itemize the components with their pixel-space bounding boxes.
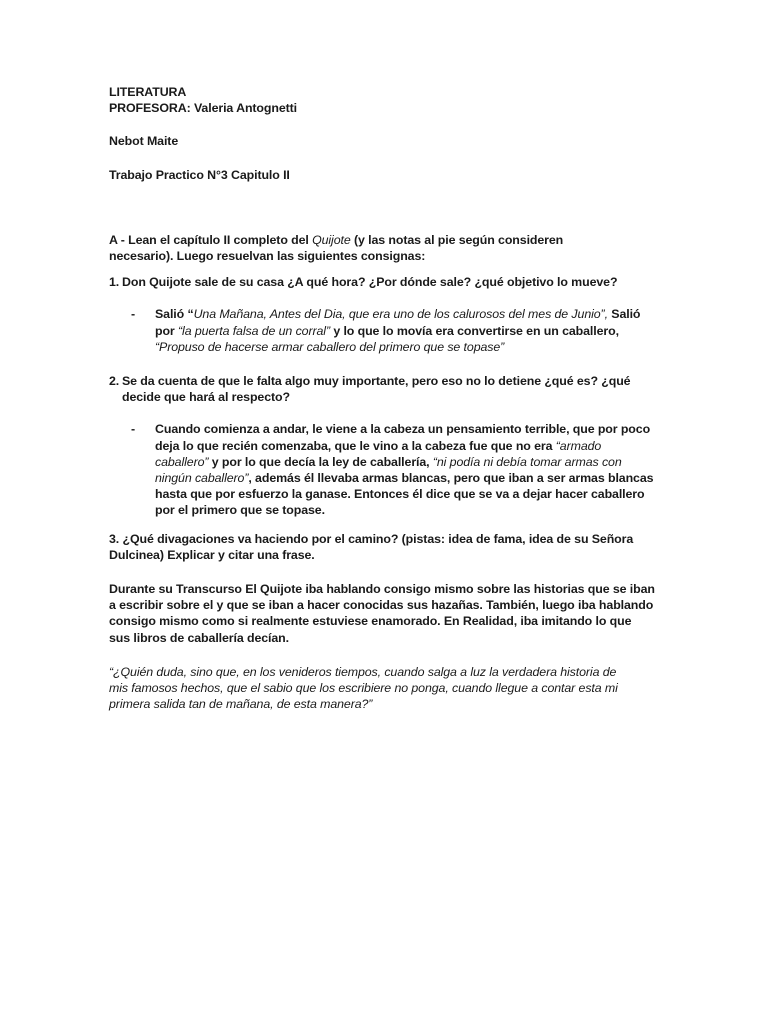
- answer-3-paragraph: [109, 581, 669, 646]
- section-a-book: Quijote: [312, 232, 351, 247]
- answer-2-text: Cuando comienza a andar, le viene a la cabeza un pensamiento terrible, que por poco: [155, 422, 651, 437]
- section-a-line-1: [109, 232, 669, 248]
- question-1: [109, 274, 669, 290]
- question-1-number: 1.: [109, 275, 120, 290]
- question-3-text-line-1: 3. ¿Qué divagaciones va haciendo por el camino? (pistas: idea de fama, idea de su Señora: [109, 531, 634, 546]
- question-2-number: 2.: [109, 374, 120, 389]
- answer-1: [109, 306, 669, 355]
- section-a-rest: (y las notas al pie según consideren: [350, 232, 564, 247]
- answer-1-text: y lo que lo movía era convertirse en un caballero,: [329, 323, 619, 338]
- answer-1-quote: “la puerta falsa de un corral”: [178, 323, 330, 338]
- answer-3-line: a escribir sobre el y que se iban a hacer conocidas sus hazañas. También, luego iba hablando: [109, 598, 654, 613]
- answer-2-text: , además él llevaba armas blancas, pero que iban a ser armas blancas: [248, 471, 654, 486]
- question-1-text: Don Quijote sale de su casa ¿A qué hora? ¿Por dónde sale? ¿qué objetivo lo mueve?: [122, 275, 618, 290]
- section-a-line-2: necesario). Luego resuelvan las siguientes consignas:: [109, 249, 426, 264]
- answer-3-quote: [109, 664, 669, 713]
- answer-3-line: Durante su Transcurso El Quijote iba hablando consigo mismo sobre las historias que se iban: [109, 582, 655, 597]
- answer-2-text: hasta que por esfuerzo la ganase. Entonces él dice que se va a dejar hacer caballero: [155, 487, 645, 502]
- answer-1-quote: “Propuso de hacerse armar caballero del primero que se topase”: [155, 339, 505, 354]
- quote-line: “¿Quién duda, sino que, en los venideros tiempos, cuando salga a luz la verdadera historia de: [109, 664, 617, 679]
- answer-1-text: Salió “: [155, 307, 194, 322]
- subject-heading: LITERATURA: [109, 85, 187, 99]
- student-name: Nebot Maite: [109, 134, 179, 149]
- quote-line: primera salida tan de mañana, de esta manera?”: [109, 697, 373, 712]
- question-3: [109, 531, 669, 563]
- answer-1-text: por: [155, 323, 179, 338]
- answer-3-line: consigo mismo como si realmente estuviese enamorado. En Realidad, iba imitando lo que: [109, 614, 632, 629]
- assignment-title: Trabajo Practico N°3 Capitulo II: [109, 167, 290, 182]
- answer-2-quote: “armado: [555, 438, 602, 453]
- answer-2-text: por el primero que se topase.: [155, 503, 325, 518]
- question-3-text-line-2: Dulcinea) Explicar y citar una frase.: [109, 547, 315, 562]
- answer-2-bullet: -: [131, 422, 136, 437]
- answer-2: [109, 421, 669, 518]
- answer-1-quote: Una Mañana, Antes del Dia, que era uno de los calurosos del mes de Junio”,: [193, 307, 608, 322]
- document-body: [109, 84, 669, 712]
- answer-2-quote: “ni podía ni debía tomar armas con: [432, 454, 622, 469]
- answer-1-bullet: -: [131, 307, 136, 322]
- answer-3-line: sus libros de caballería decían.: [109, 630, 289, 645]
- answer-1-text: Salió: [607, 307, 641, 322]
- answer-2-quote: caballero”: [155, 454, 209, 469]
- question-2: [109, 373, 669, 405]
- answer-2-quote: ningún caballero”: [155, 471, 249, 486]
- question-2-text-line-1: Se da cuenta de que le falta algo muy importante, pero eso no lo detiene ¿qué es? ¿qué: [122, 374, 631, 389]
- quote-line: mis famosos hechos, que el sabio que los escribiere no ponga, cuando llegue a contar esta mi: [109, 681, 618, 696]
- answer-2-text: y por lo que decía la ley de caballería,: [208, 454, 433, 469]
- answer-2-text: deja lo que recién comenzaba, que le vino a la cabeza fue que no era: [155, 438, 556, 453]
- question-2-text-line-2: decide que hará al respecto?: [122, 390, 290, 405]
- section-a-prefix: A - Lean el capítulo II completo del: [109, 232, 313, 247]
- teacher-line: PROFESORA: Valeria Antognetti: [109, 101, 298, 116]
- section-a-instructions: [109, 232, 669, 264]
